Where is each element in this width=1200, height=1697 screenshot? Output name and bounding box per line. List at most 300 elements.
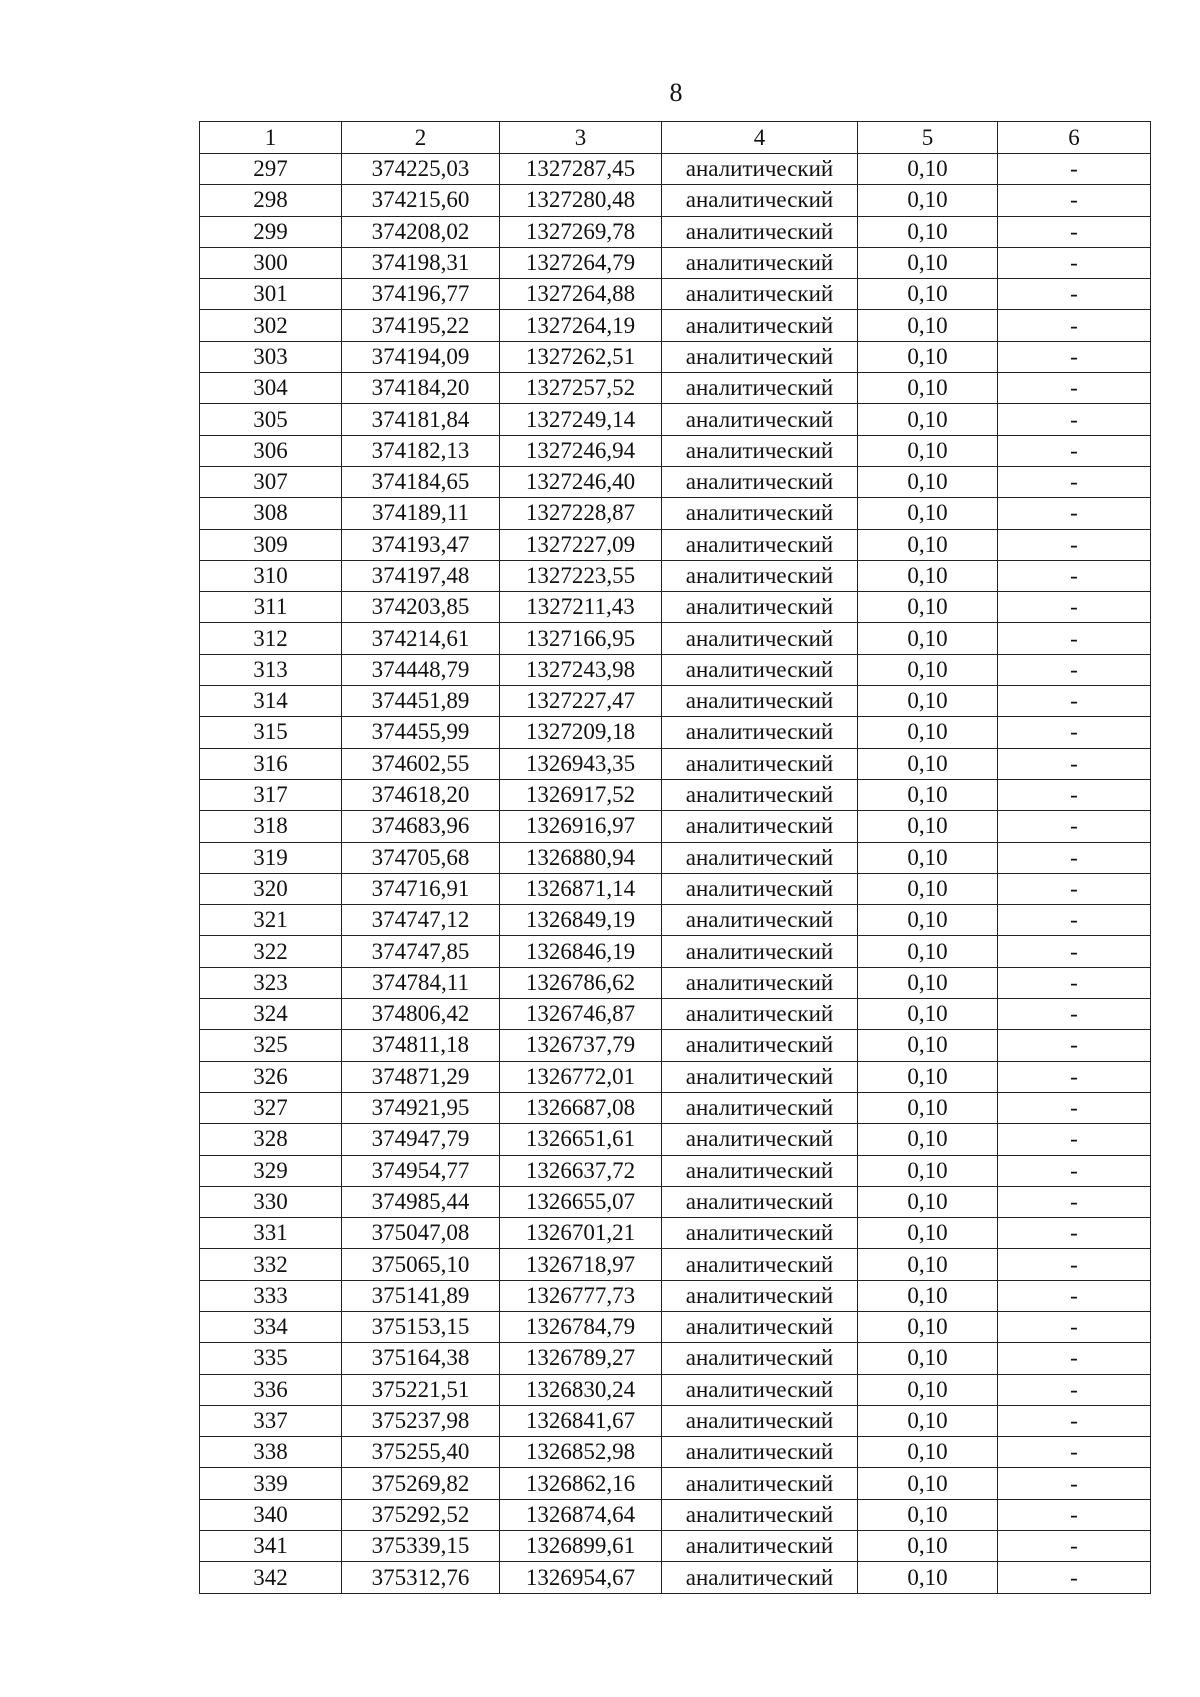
method-cell: аналитический (662, 811, 858, 842)
x-coordinate-cell: 374214,61 (342, 623, 500, 654)
accuracy-cell: 0,10 (858, 247, 998, 278)
point-number-cell: 303 (200, 341, 342, 372)
note-cell: - (998, 654, 1151, 685)
y-coordinate-cell: 1327264,79 (500, 247, 662, 278)
note-cell: - (998, 592, 1151, 623)
method-cell: аналитический (662, 1218, 858, 1249)
accuracy-cell: 0,10 (858, 341, 998, 372)
table-row (200, 466, 1151, 497)
point-number-cell: 313 (200, 654, 342, 685)
y-coordinate-cell: 1327269,78 (500, 216, 662, 247)
table-row (200, 373, 1151, 404)
accuracy-cell: 0,10 (858, 1311, 998, 1342)
point-number-cell: 332 (200, 1249, 342, 1280)
note-cell: - (998, 1437, 1151, 1468)
x-coordinate-cell: 375312,76 (342, 1562, 500, 1593)
point-number-cell: 311 (200, 592, 342, 623)
x-coordinate-cell: 375065,10 (342, 1249, 500, 1280)
point-number-cell: 337 (200, 1405, 342, 1436)
accuracy-cell: 0,10 (858, 1374, 998, 1405)
accuracy-cell: 0,10 (858, 842, 998, 873)
x-coordinate-cell: 374747,12 (342, 905, 500, 936)
x-coordinate-cell: 374811,18 (342, 1030, 500, 1061)
method-cell: аналитический (662, 623, 858, 654)
table-row (200, 779, 1151, 810)
accuracy-cell: 0,10 (858, 873, 998, 904)
table-row (200, 279, 1151, 310)
table-row (200, 435, 1151, 466)
accuracy-cell: 0,10 (858, 1468, 998, 1499)
note-cell: - (998, 1249, 1151, 1280)
method-cell: аналитический (662, 654, 858, 685)
accuracy-cell: 0,10 (858, 404, 998, 435)
x-coordinate-cell: 375164,38 (342, 1343, 500, 1374)
note-cell: - (998, 1186, 1151, 1217)
note-cell: - (998, 967, 1151, 998)
accuracy-cell: 0,10 (858, 1124, 998, 1155)
note-cell: - (998, 1061, 1151, 1092)
table-row (200, 1311, 1151, 1342)
point-number-cell: 328 (200, 1124, 342, 1155)
point-number-cell: 302 (200, 310, 342, 341)
y-coordinate-cell: 1326737,79 (500, 1030, 662, 1061)
point-number-cell: 297 (200, 154, 342, 185)
method-cell: аналитический (662, 185, 858, 216)
point-number-cell: 318 (200, 811, 342, 842)
table-row (200, 623, 1151, 654)
header-cell-col-2: 2 (342, 122, 500, 154)
y-coordinate-cell: 1327166,95 (500, 623, 662, 654)
point-number-cell: 301 (200, 279, 342, 310)
x-coordinate-cell: 374716,91 (342, 873, 500, 904)
y-coordinate-cell: 1326846,19 (500, 936, 662, 967)
note-cell: - (998, 1562, 1151, 1593)
method-cell: аналитический (662, 842, 858, 873)
method-cell: аналитический (662, 1092, 858, 1123)
accuracy-cell: 0,10 (858, 905, 998, 936)
note-cell: - (998, 435, 1151, 466)
point-number-cell: 316 (200, 748, 342, 779)
method-cell: аналитический (662, 1437, 858, 1468)
table-body (200, 154, 1151, 1594)
table-row (200, 1562, 1151, 1593)
note-cell: - (998, 466, 1151, 497)
y-coordinate-cell: 1326899,61 (500, 1531, 662, 1562)
accuracy-cell: 0,10 (858, 999, 998, 1030)
table-row (200, 811, 1151, 842)
accuracy-cell: 0,10 (858, 623, 998, 654)
method-cell: аналитический (662, 1499, 858, 1530)
method-cell: аналитический (662, 1061, 858, 1092)
point-number-cell: 335 (200, 1343, 342, 1374)
accuracy-cell: 0,10 (858, 717, 998, 748)
accuracy-cell: 0,10 (858, 1280, 998, 1311)
accuracy-cell: 0,10 (858, 1030, 998, 1061)
x-coordinate-cell: 374198,31 (342, 247, 500, 278)
x-coordinate-cell: 374196,77 (342, 279, 500, 310)
method-cell: аналитический (662, 466, 858, 497)
point-number-cell: 329 (200, 1155, 342, 1186)
x-coordinate-cell: 374225,03 (342, 154, 500, 185)
point-number-cell: 305 (200, 404, 342, 435)
accuracy-cell: 0,10 (858, 1499, 998, 1530)
method-cell: аналитический (662, 247, 858, 278)
point-number-cell: 330 (200, 1186, 342, 1217)
point-number-cell: 326 (200, 1061, 342, 1092)
method-cell: аналитический (662, 1343, 858, 1374)
accuracy-cell: 0,10 (858, 279, 998, 310)
y-coordinate-cell: 1327211,43 (500, 592, 662, 623)
table-header (200, 122, 1151, 154)
table-row (200, 654, 1151, 685)
y-coordinate-cell: 1326637,72 (500, 1155, 662, 1186)
table-row (200, 873, 1151, 904)
note-cell: - (998, 1499, 1151, 1530)
x-coordinate-cell: 375269,82 (342, 1468, 500, 1499)
header-cell-col-6: 6 (998, 122, 1151, 154)
accuracy-cell: 0,10 (858, 185, 998, 216)
note-cell: - (998, 498, 1151, 529)
method-cell: аналитический (662, 1280, 858, 1311)
method-cell: аналитический (662, 498, 858, 529)
y-coordinate-cell: 1326784,79 (500, 1311, 662, 1342)
note-cell: - (998, 310, 1151, 341)
note-cell: - (998, 842, 1151, 873)
accuracy-cell: 0,10 (858, 216, 998, 247)
point-number-cell: 323 (200, 967, 342, 998)
note-cell: - (998, 560, 1151, 591)
point-number-cell: 314 (200, 686, 342, 717)
header-cell-col-1: 1 (200, 122, 342, 154)
note-cell: - (998, 623, 1151, 654)
note-cell: - (998, 1311, 1151, 1342)
point-number-cell: 319 (200, 842, 342, 873)
accuracy-cell: 0,10 (858, 1155, 998, 1186)
table-row (200, 1437, 1151, 1468)
note-cell: - (998, 216, 1151, 247)
note-cell: - (998, 779, 1151, 810)
note-cell: - (998, 748, 1151, 779)
point-number-cell: 315 (200, 717, 342, 748)
method-cell: аналитический (662, 779, 858, 810)
header-cell-col-3: 3 (500, 122, 662, 154)
y-coordinate-cell: 1327227,09 (500, 529, 662, 560)
x-coordinate-cell: 374683,96 (342, 811, 500, 842)
x-coordinate-cell: 375255,40 (342, 1437, 500, 1468)
note-cell: - (998, 936, 1151, 967)
table-row (200, 1061, 1151, 1092)
y-coordinate-cell: 1326917,52 (500, 779, 662, 810)
accuracy-cell: 0,10 (858, 967, 998, 998)
note-cell: - (998, 717, 1151, 748)
y-coordinate-cell: 1327264,88 (500, 279, 662, 310)
x-coordinate-cell: 374455,99 (342, 717, 500, 748)
point-number-cell: 310 (200, 560, 342, 591)
x-coordinate-cell: 374921,95 (342, 1092, 500, 1123)
point-number-cell: 321 (200, 905, 342, 936)
y-coordinate-cell: 1326841,67 (500, 1405, 662, 1436)
x-coordinate-cell: 375047,08 (342, 1218, 500, 1249)
note-cell: - (998, 1218, 1151, 1249)
method-cell: аналитический (662, 748, 858, 779)
y-coordinate-cell: 1326651,61 (500, 1124, 662, 1155)
table-row (200, 1499, 1151, 1530)
method-cell: аналитический (662, 310, 858, 341)
accuracy-cell: 0,10 (858, 1562, 998, 1593)
point-number-cell: 324 (200, 999, 342, 1030)
accuracy-cell: 0,10 (858, 498, 998, 529)
x-coordinate-cell: 374184,65 (342, 466, 500, 497)
x-coordinate-cell: 374871,29 (342, 1061, 500, 1092)
point-number-cell: 308 (200, 498, 342, 529)
note-cell: - (998, 1280, 1151, 1311)
method-cell: аналитический (662, 216, 858, 247)
y-coordinate-cell: 1326777,73 (500, 1280, 662, 1311)
table-row (200, 1531, 1151, 1562)
note-cell: - (998, 873, 1151, 904)
x-coordinate-cell: 375153,15 (342, 1311, 500, 1342)
note-cell: - (998, 1124, 1151, 1155)
y-coordinate-cell: 1327280,48 (500, 185, 662, 216)
x-coordinate-cell: 374194,09 (342, 341, 500, 372)
point-number-cell: 312 (200, 623, 342, 654)
note-cell: - (998, 999, 1151, 1030)
note-cell: - (998, 185, 1151, 216)
point-number-cell: 341 (200, 1531, 342, 1562)
table-row (200, 936, 1151, 967)
point-number-cell: 306 (200, 435, 342, 466)
table-row (200, 560, 1151, 591)
method-cell: аналитический (662, 1468, 858, 1499)
table-row (200, 185, 1151, 216)
point-number-cell: 336 (200, 1374, 342, 1405)
table-row (200, 1092, 1151, 1123)
point-number-cell: 307 (200, 466, 342, 497)
note-cell: - (998, 905, 1151, 936)
accuracy-cell: 0,10 (858, 1186, 998, 1217)
x-coordinate-cell: 374197,48 (342, 560, 500, 591)
method-cell: аналитический (662, 404, 858, 435)
method-cell: аналитический (662, 373, 858, 404)
point-number-cell: 340 (200, 1499, 342, 1530)
method-cell: аналитический (662, 717, 858, 748)
x-coordinate-cell: 375292,52 (342, 1499, 500, 1530)
page-number: 8 (669, 78, 683, 107)
x-coordinate-cell: 374806,42 (342, 999, 500, 1030)
point-number-cell: 327 (200, 1092, 342, 1123)
x-coordinate-cell: 375221,51 (342, 1374, 500, 1405)
note-cell: - (998, 686, 1151, 717)
y-coordinate-cell: 1327287,45 (500, 154, 662, 185)
table-row (200, 1468, 1151, 1499)
note-cell: - (998, 1092, 1151, 1123)
accuracy-cell: 0,10 (858, 529, 998, 560)
accuracy-cell: 0,10 (858, 1405, 998, 1436)
method-cell: аналитический (662, 905, 858, 936)
method-cell: аналитический (662, 1405, 858, 1436)
y-coordinate-cell: 1326871,14 (500, 873, 662, 904)
table-row (200, 1030, 1151, 1061)
note-cell: - (998, 247, 1151, 278)
x-coordinate-cell: 374193,47 (342, 529, 500, 560)
accuracy-cell: 0,10 (858, 592, 998, 623)
method-cell: аналитический (662, 1562, 858, 1593)
note-cell: - (998, 341, 1151, 372)
x-coordinate-cell: 374215,60 (342, 185, 500, 216)
method-cell: аналитический (662, 1374, 858, 1405)
x-coordinate-cell: 375237,98 (342, 1405, 500, 1436)
y-coordinate-cell: 1327246,94 (500, 435, 662, 466)
table-row (200, 154, 1151, 185)
y-coordinate-cell: 1327209,18 (500, 717, 662, 748)
table-row (200, 717, 1151, 748)
method-cell: аналитический (662, 279, 858, 310)
header-row (200, 122, 1151, 154)
y-coordinate-cell: 1326786,62 (500, 967, 662, 998)
method-cell: аналитический (662, 1249, 858, 1280)
accuracy-cell: 0,10 (858, 779, 998, 810)
table-row (200, 1249, 1151, 1280)
y-coordinate-cell: 1326655,07 (500, 1186, 662, 1217)
accuracy-cell: 0,10 (858, 310, 998, 341)
method-cell: аналитический (662, 1186, 858, 1217)
table-row (200, 686, 1151, 717)
x-coordinate-cell: 374747,85 (342, 936, 500, 967)
accuracy-cell: 0,10 (858, 686, 998, 717)
y-coordinate-cell: 1326849,19 (500, 905, 662, 936)
coordinates-table (199, 121, 1151, 1594)
x-coordinate-cell: 374184,20 (342, 373, 500, 404)
y-coordinate-cell: 1326772,01 (500, 1061, 662, 1092)
table-row (200, 341, 1151, 372)
point-number-cell: 304 (200, 373, 342, 404)
point-number-cell: 298 (200, 185, 342, 216)
note-cell: - (998, 1343, 1151, 1374)
accuracy-cell: 0,10 (858, 1531, 998, 1562)
x-coordinate-cell: 374208,02 (342, 216, 500, 247)
accuracy-cell: 0,10 (858, 1218, 998, 1249)
x-coordinate-cell: 374954,77 (342, 1155, 500, 1186)
x-coordinate-cell: 375141,89 (342, 1280, 500, 1311)
x-coordinate-cell: 374181,84 (342, 404, 500, 435)
y-coordinate-cell: 1326874,64 (500, 1499, 662, 1530)
point-number-cell: 299 (200, 216, 342, 247)
y-coordinate-cell: 1326862,16 (500, 1468, 662, 1499)
x-coordinate-cell: 374195,22 (342, 310, 500, 341)
table-row (200, 529, 1151, 560)
y-coordinate-cell: 1326880,94 (500, 842, 662, 873)
x-coordinate-cell: 374784,11 (342, 967, 500, 998)
y-coordinate-cell: 1326954,67 (500, 1562, 662, 1593)
point-number-cell: 342 (200, 1562, 342, 1593)
note-cell: - (998, 1374, 1151, 1405)
table-row (200, 1343, 1151, 1374)
method-cell: аналитический (662, 1311, 858, 1342)
accuracy-cell: 0,10 (858, 1061, 998, 1092)
accuracy-cell: 0,10 (858, 1437, 998, 1468)
accuracy-cell: 0,10 (858, 811, 998, 842)
method-cell: аналитический (662, 1124, 858, 1155)
accuracy-cell: 0,10 (858, 466, 998, 497)
table-row (200, 216, 1151, 247)
method-cell: аналитический (662, 936, 858, 967)
table-row (200, 1405, 1151, 1436)
y-coordinate-cell: 1326701,21 (500, 1218, 662, 1249)
y-coordinate-cell: 1326746,87 (500, 999, 662, 1030)
note-cell: - (998, 404, 1151, 435)
note-cell: - (998, 373, 1151, 404)
table-row (200, 1155, 1151, 1186)
y-coordinate-cell: 1327228,87 (500, 498, 662, 529)
header-cell-col-4: 4 (662, 122, 858, 154)
y-coordinate-cell: 1326943,35 (500, 748, 662, 779)
note-cell: - (998, 154, 1151, 185)
point-number-cell: 338 (200, 1437, 342, 1468)
accuracy-cell: 0,10 (858, 560, 998, 591)
table-row (200, 1218, 1151, 1249)
x-coordinate-cell: 374618,20 (342, 779, 500, 810)
point-number-cell: 325 (200, 1030, 342, 1061)
method-cell: аналитический (662, 1531, 858, 1562)
accuracy-cell: 0,10 (858, 373, 998, 404)
x-coordinate-cell: 374705,68 (342, 842, 500, 873)
x-coordinate-cell: 375339,15 (342, 1531, 500, 1562)
note-cell: - (998, 1155, 1151, 1186)
point-number-cell: 339 (200, 1468, 342, 1499)
x-coordinate-cell: 374182,13 (342, 435, 500, 466)
point-number-cell: 320 (200, 873, 342, 904)
method-cell: аналитический (662, 1030, 858, 1061)
method-cell: аналитический (662, 873, 858, 904)
y-coordinate-cell: 1327227,47 (500, 686, 662, 717)
method-cell: аналитический (662, 592, 858, 623)
note-cell: - (998, 1405, 1151, 1436)
method-cell: аналитический (662, 529, 858, 560)
accuracy-cell: 0,10 (858, 154, 998, 185)
y-coordinate-cell: 1326852,98 (500, 1437, 662, 1468)
method-cell: аналитический (662, 341, 858, 372)
point-number-cell: 331 (200, 1218, 342, 1249)
point-number-cell: 309 (200, 529, 342, 560)
table-row (200, 310, 1151, 341)
accuracy-cell: 0,10 (858, 748, 998, 779)
table-row (200, 1124, 1151, 1155)
method-cell: аналитический (662, 967, 858, 998)
y-coordinate-cell: 1327264,19 (500, 310, 662, 341)
y-coordinate-cell: 1326718,97 (500, 1249, 662, 1280)
method-cell: аналитический (662, 154, 858, 185)
point-number-cell: 333 (200, 1280, 342, 1311)
y-coordinate-cell: 1327223,55 (500, 560, 662, 591)
method-cell: аналитический (662, 435, 858, 466)
table-row (200, 999, 1151, 1030)
y-coordinate-cell: 1326916,97 (500, 811, 662, 842)
y-coordinate-cell: 1327246,40 (500, 466, 662, 497)
y-coordinate-cell: 1327249,14 (500, 404, 662, 435)
table-row (200, 247, 1151, 278)
accuracy-cell: 0,10 (858, 654, 998, 685)
table-row (200, 1186, 1151, 1217)
note-cell: - (998, 279, 1151, 310)
point-number-cell: 317 (200, 779, 342, 810)
x-coordinate-cell: 374451,89 (342, 686, 500, 717)
method-cell: аналитический (662, 686, 858, 717)
accuracy-cell: 0,10 (858, 1343, 998, 1374)
method-cell: аналитический (662, 560, 858, 591)
table-row (200, 1280, 1151, 1311)
y-coordinate-cell: 1327243,98 (500, 654, 662, 685)
x-coordinate-cell: 374602,55 (342, 748, 500, 779)
